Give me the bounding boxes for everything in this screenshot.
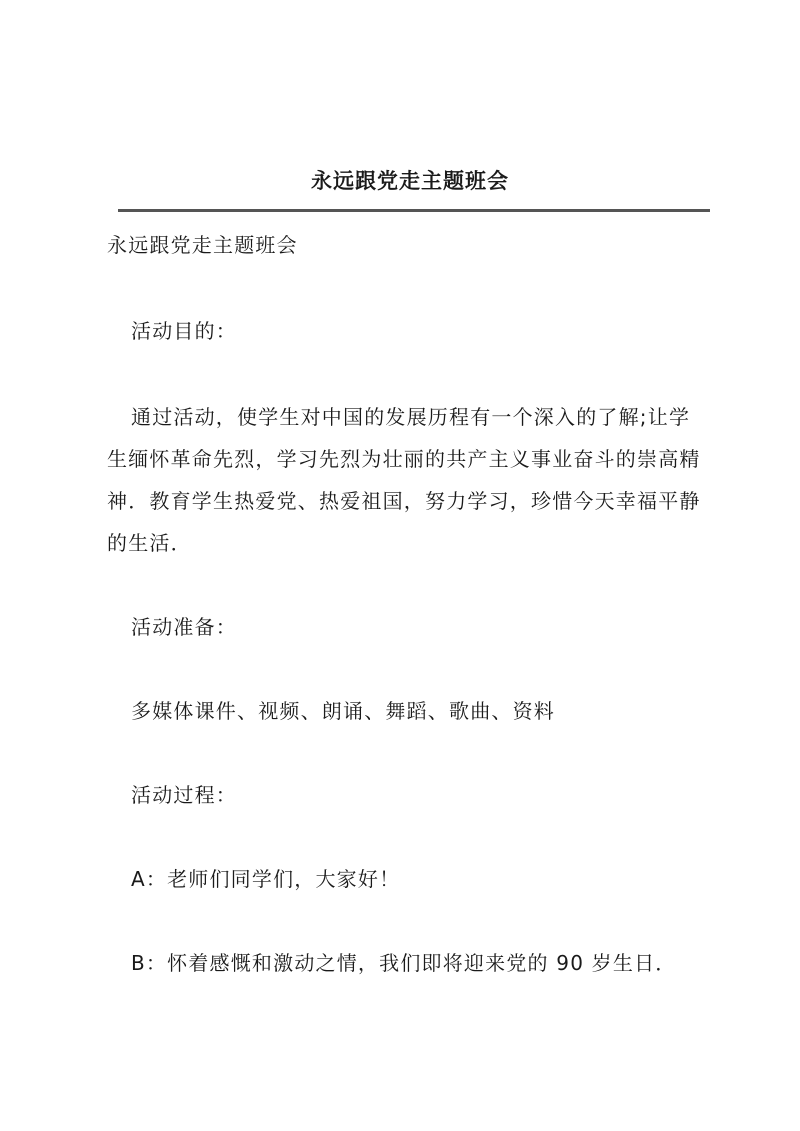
document-title: 永远跟党走主题班会 [311,168,509,193]
prep-heading: 活动准备： [131,615,237,639]
purpose-line-2: 生缅怀革命先烈，学习先烈为壮丽的共产主义事业奋斗的崇高精 [107,447,701,471]
purpose-line-4: 的生活． [107,531,192,555]
document-subtitle: 永远跟党走主题班会 [107,233,298,257]
dialogue-line-a: A：老师们同学们，大家好！ [131,867,401,891]
process-heading: 活动过程： [131,783,237,807]
purpose-line-1: 通过活动，使学生对中国的发展历程有一个深入的了解;让学 [131,405,691,429]
title-divider [118,209,710,212]
purpose-line-3: 神．教育学生热爱党、热爱祖国，努力学习，珍惜今天幸福平静 [107,489,701,513]
purpose-heading: 活动目的： [131,319,237,343]
dialogue-line-b: B：怀着感慨和激动之情，我们即将迎来党的 90 岁生日． [131,951,677,975]
prep-items: 多媒体课件、视频、朗诵、舞蹈、歌曲、资料 [131,699,555,723]
